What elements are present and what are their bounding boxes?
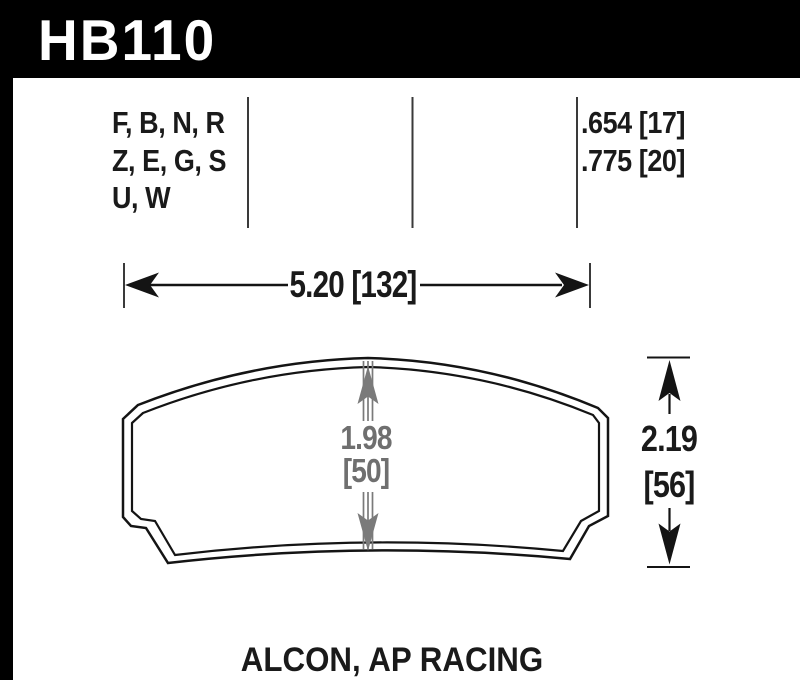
part-number: HB110: [38, 8, 217, 73]
overall-height-value: 2.19: [640, 418, 698, 459]
compound-line: F, B, N, R: [112, 105, 225, 140]
spec-divider-lines: [248, 97, 577, 228]
overall-height-metric: [56]: [643, 464, 695, 505]
center-height-metric: [50]: [342, 452, 390, 489]
compound-line: U, W: [112, 180, 171, 215]
overall-height-dimension-label: [627, 416, 712, 508]
thickness-values: [581, 104, 685, 179]
center-height-dimension-label: [324, 421, 409, 487]
thickness-line: .775 [20]: [581, 142, 686, 178]
thickness-line: .654 [17]: [581, 105, 686, 140]
footer-applications: ALCON, AP RACING: [240, 641, 544, 679]
width-dimension-label: 5.20 [132]: [289, 264, 417, 305]
compound-codes: [112, 104, 226, 217]
compound-line: Z, E, G, S: [112, 142, 227, 178]
center-height-value: 1.98: [340, 419, 392, 456]
